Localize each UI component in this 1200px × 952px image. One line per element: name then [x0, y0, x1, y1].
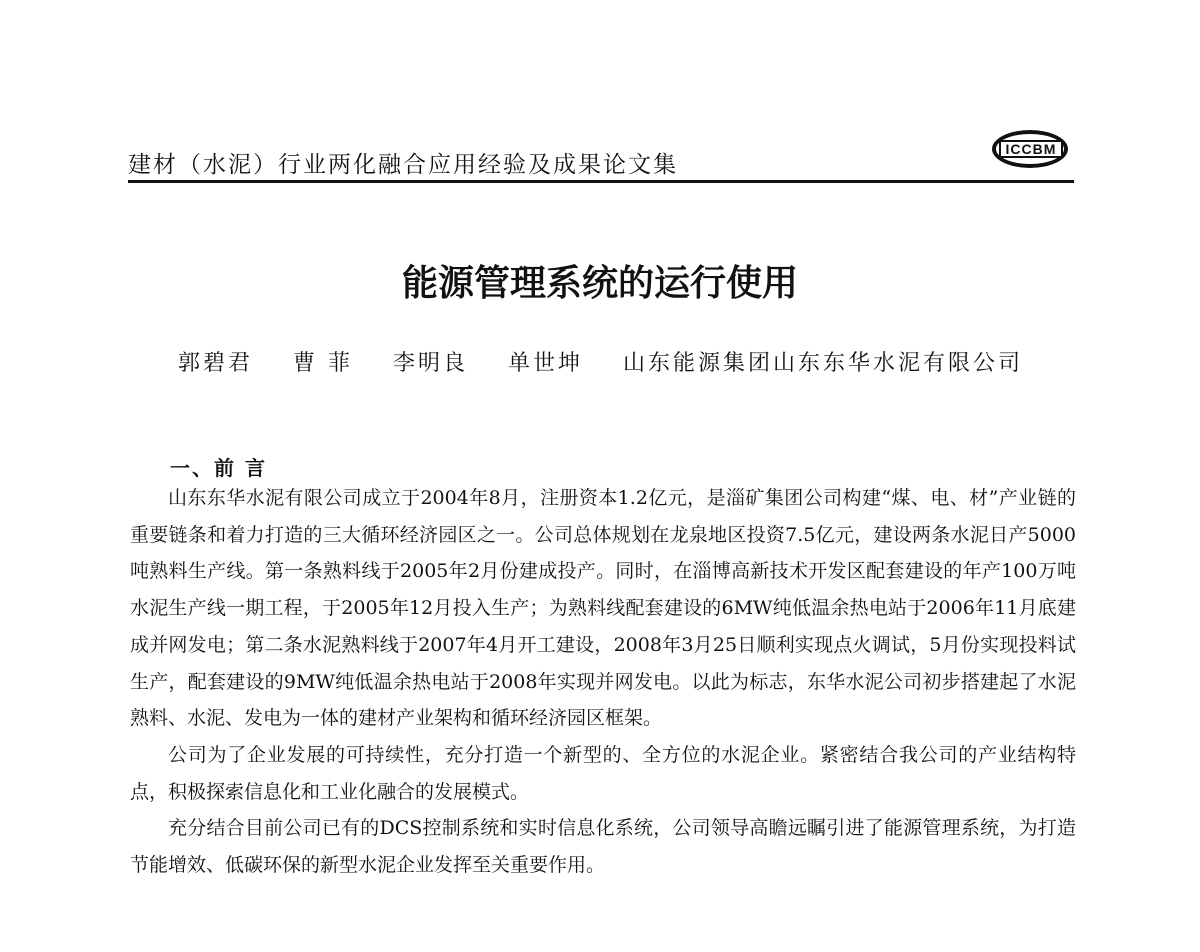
body-paragraph: 充分结合目前公司已有的DCS控制系统和实时信息化系统，公司领导高瞻远瞩引进了能源管理系统，为打造节能增效、低碳环保的新型水泥企业发挥至关重要作用。 — [130, 817, 1076, 877]
author-name: 郭碧君 — [178, 351, 254, 376]
header-rule — [128, 180, 1074, 183]
body-paragraph: 公司为了企业发展的可持续性，充分打造一个新型的、全方位的水泥企业。紧密结合我公司的产业结构特点，积极探索信息化和工业化融合的发展模式。 — [130, 743, 1076, 803]
author-affiliation: 山东能源集团山东东华水泥有限公司 — [623, 351, 1024, 376]
section-heading: 一、前 言 — [170, 456, 267, 480]
article-title: 能源管理系统的运行使用 — [401, 262, 798, 304]
author-name: 单世坤 — [508, 351, 584, 376]
logo-text: ICCBM — [1005, 141, 1057, 157]
section-body — [130, 480, 1076, 884]
running-header-title: 建材（水泥）行业两化融合应用经验及成果论文集 — [128, 152, 678, 178]
author-line — [178, 346, 1023, 377]
iccbm-logo — [990, 128, 1070, 170]
author-name: 李明良 — [393, 351, 469, 376]
author-name: 曹 菲 — [293, 351, 354, 376]
body-paragraph: 山东东华水泥有限公司成立于2004年8月，注册资本1.2亿元，是淄矿集团公司构建“煤、电、材”产业链的重要链条和着力打造的三大循环经济园区之一。公司总体规划在龙泉地区投资7.5亿元，建设两条水泥日产5000吨熟料生产线。第一条熟料线于2005年2月份建成投产。同时，在淄博高新技术开发区配套建设的年产100万吨水泥生产线一期工程，于2005年12月投入生产；为熟料线配套建设的6MW纯低温余热电站于2006年11月底建成并网发电；第二条水泥熟料线于2007年4月开工建设，2008年3月25日顺利实现点火调试，5月份实现投料试生产，配套建设的9MW纯低温余热电站于2008年实现并网发电。以此为标志，东华水泥公司初步搭建起了水泥熟料、水泥、发电为一体的建材产业架构和循环经济园区框架。 — [130, 487, 1076, 730]
